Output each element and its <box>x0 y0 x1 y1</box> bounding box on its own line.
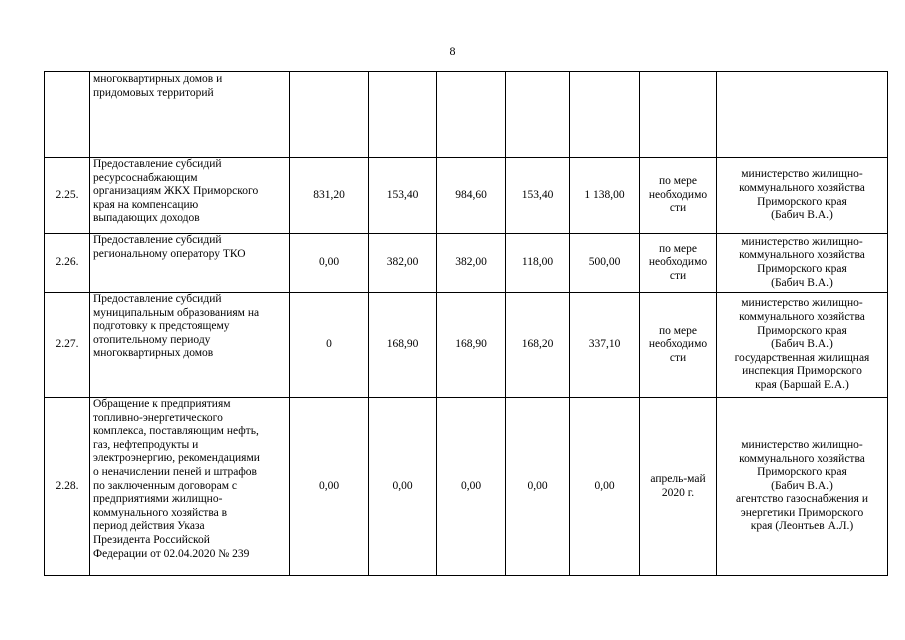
description-line: придомовых территорий <box>93 86 214 99</box>
responsible-cell <box>717 234 888 293</box>
amount-cell <box>506 72 570 158</box>
amount-cell: 1 138,00 <box>570 158 640 234</box>
amount-cell: 0,00 <box>369 398 437 576</box>
responsible-line: министерство жилищно- <box>741 168 863 181</box>
row-number: 2.28. <box>45 398 90 576</box>
deadline-cell <box>640 158 717 234</box>
responsible-line: (Бабич В.А.) <box>771 209 833 222</box>
amount-cell: 0,00 <box>290 234 369 293</box>
responsible-line: Приморского края <box>757 324 847 337</box>
description-line: региональному оператору ТКО <box>93 247 246 260</box>
measure-description <box>90 234 290 293</box>
deadline-line: сти <box>669 351 687 364</box>
measure-description <box>90 72 290 158</box>
row-number: 2.27. <box>45 293 90 398</box>
table-body <box>45 72 888 576</box>
responsible-cell <box>717 72 888 158</box>
responsible-line: коммунального хозяйства <box>739 452 865 465</box>
amount-cell <box>570 72 640 158</box>
responsible-line: агентство газоснабжения и <box>736 493 868 506</box>
deadline-line: необходимо <box>648 338 708 351</box>
description-line: Предоставление субсидий <box>93 158 222 170</box>
amount-cell: 0,00 <box>437 398 506 576</box>
amount-cell: 337,10 <box>570 293 640 398</box>
description-line: Предоставление субсидий <box>93 234 222 246</box>
amount-cell: 168,90 <box>369 293 437 398</box>
description-line: газ, нефтепродукты и <box>93 438 199 451</box>
measure-description <box>90 158 290 234</box>
amount-cell: 153,40 <box>506 158 570 234</box>
row-number: 2.25. <box>45 158 90 234</box>
responsible-line: государственная жилищная <box>734 351 870 364</box>
deadline-line: сти <box>669 202 687 215</box>
responsible-line: инспекция Приморского <box>742 365 862 378</box>
description-line: комплекса, поставляющим нефть, <box>93 425 259 438</box>
description-line: Президента Российской <box>93 533 210 546</box>
description-line: организациям ЖКХ Приморского <box>93 185 259 198</box>
deadline-line: 2020 г. <box>661 486 695 499</box>
deadline-line: апрель-май <box>650 472 706 485</box>
description-line: муниципальным образованиям на <box>93 306 260 319</box>
responsible-line: (Бабич В.А.) <box>771 276 833 289</box>
description-line: электроэнергию, рекомендациями <box>93 452 260 465</box>
description-line: края на компенсацию <box>93 198 199 211</box>
amount-cell: 0 <box>290 293 369 398</box>
measure-description <box>90 293 290 398</box>
amount-cell: 0,00 <box>506 398 570 576</box>
responsible-cell <box>717 158 888 234</box>
amount-cell: 984,60 <box>437 158 506 234</box>
deadline-line: по мере <box>658 242 697 255</box>
deadline-line: сти <box>669 269 687 282</box>
measure-description <box>90 398 290 576</box>
responsible-cell <box>717 293 888 398</box>
table-row <box>45 234 888 293</box>
responsible-line: коммунального хозяйства <box>739 249 865 262</box>
page-number: 8 <box>449 44 456 58</box>
description-line: ресурсоснабжающим <box>93 171 198 184</box>
amount-cell <box>290 72 369 158</box>
responsible-line: энергетики Приморского <box>740 506 864 519</box>
table-row <box>45 398 888 576</box>
responsible-line: министерство жилищно- <box>741 235 863 248</box>
amount-cell <box>369 72 437 158</box>
description-line: многоквартирных домов и <box>93 73 223 85</box>
amount-cell: 0,00 <box>290 398 369 576</box>
description-line: коммунального хозяйства в <box>93 506 228 519</box>
description-line: топливно-энергетического <box>93 411 223 424</box>
deadline-cell <box>640 293 717 398</box>
deadline-line: по мере <box>658 175 697 188</box>
amount-cell: 168,90 <box>437 293 506 398</box>
responsible-line: коммунального хозяйства <box>739 181 865 194</box>
table-row <box>45 72 888 158</box>
description-line: период действия Указа <box>93 520 205 533</box>
responsible-line: коммунального хозяйства <box>739 311 865 324</box>
description-line: Предоставление субсидий <box>93 293 222 305</box>
amount-cell: 382,00 <box>369 234 437 293</box>
deadline-line: по мере <box>658 324 697 337</box>
row-number: 2.26. <box>45 234 90 293</box>
responsible-line: края (Леонтьев А.Л.) <box>750 520 854 533</box>
description-line: о неначислении пеней и штрафов <box>93 465 257 478</box>
responsible-line: Приморского края <box>757 263 847 275</box>
responsible-line: министерство жилищно- <box>741 297 863 310</box>
description-line: выпадающих доходов <box>93 212 200 225</box>
description-line: Федерации от 02.04.2020 № 239 <box>93 547 250 560</box>
table-row <box>45 293 888 398</box>
row-number <box>45 72 90 158</box>
description-line: предприятиями жилищно- <box>93 493 223 506</box>
description-line: Обращение к предприятиям <box>93 398 231 410</box>
responsible-line: министерство жилищно- <box>741 438 863 451</box>
amount-cell: 831,20 <box>290 158 369 234</box>
deadline-cell <box>640 72 717 158</box>
responsible-line: (Бабич В.А.) <box>771 479 833 492</box>
amount-cell: 500,00 <box>570 234 640 293</box>
deadline-cell <box>640 398 717 576</box>
description-line: отопительному периоду <box>93 333 211 346</box>
responsible-line: Приморского края <box>757 195 847 208</box>
amount-cell: 118,00 <box>506 234 570 293</box>
amount-cell: 153,40 <box>369 158 437 234</box>
responsible-line: (Бабич В.А.) <box>771 338 833 351</box>
deadline-line: необходимо <box>648 188 708 201</box>
deadline-line: необходимо <box>648 256 708 269</box>
amount-cell <box>437 72 506 158</box>
table-row <box>45 158 888 234</box>
responsible-line: Приморского края <box>757 466 847 479</box>
description-line: подготовку к предстоящему <box>93 320 230 333</box>
amount-cell: 382,00 <box>437 234 506 293</box>
description-line: многоквартирных домов <box>93 347 214 360</box>
deadline-cell <box>640 234 717 293</box>
amount-cell: 168,20 <box>506 293 570 398</box>
responsible-line: края (Баршай Е.А.) <box>755 378 849 391</box>
description-line: по заключенным договорам с <box>93 479 237 492</box>
measures-table <box>44 71 888 576</box>
responsible-cell <box>717 398 888 576</box>
amount-cell: 0,00 <box>570 398 640 576</box>
